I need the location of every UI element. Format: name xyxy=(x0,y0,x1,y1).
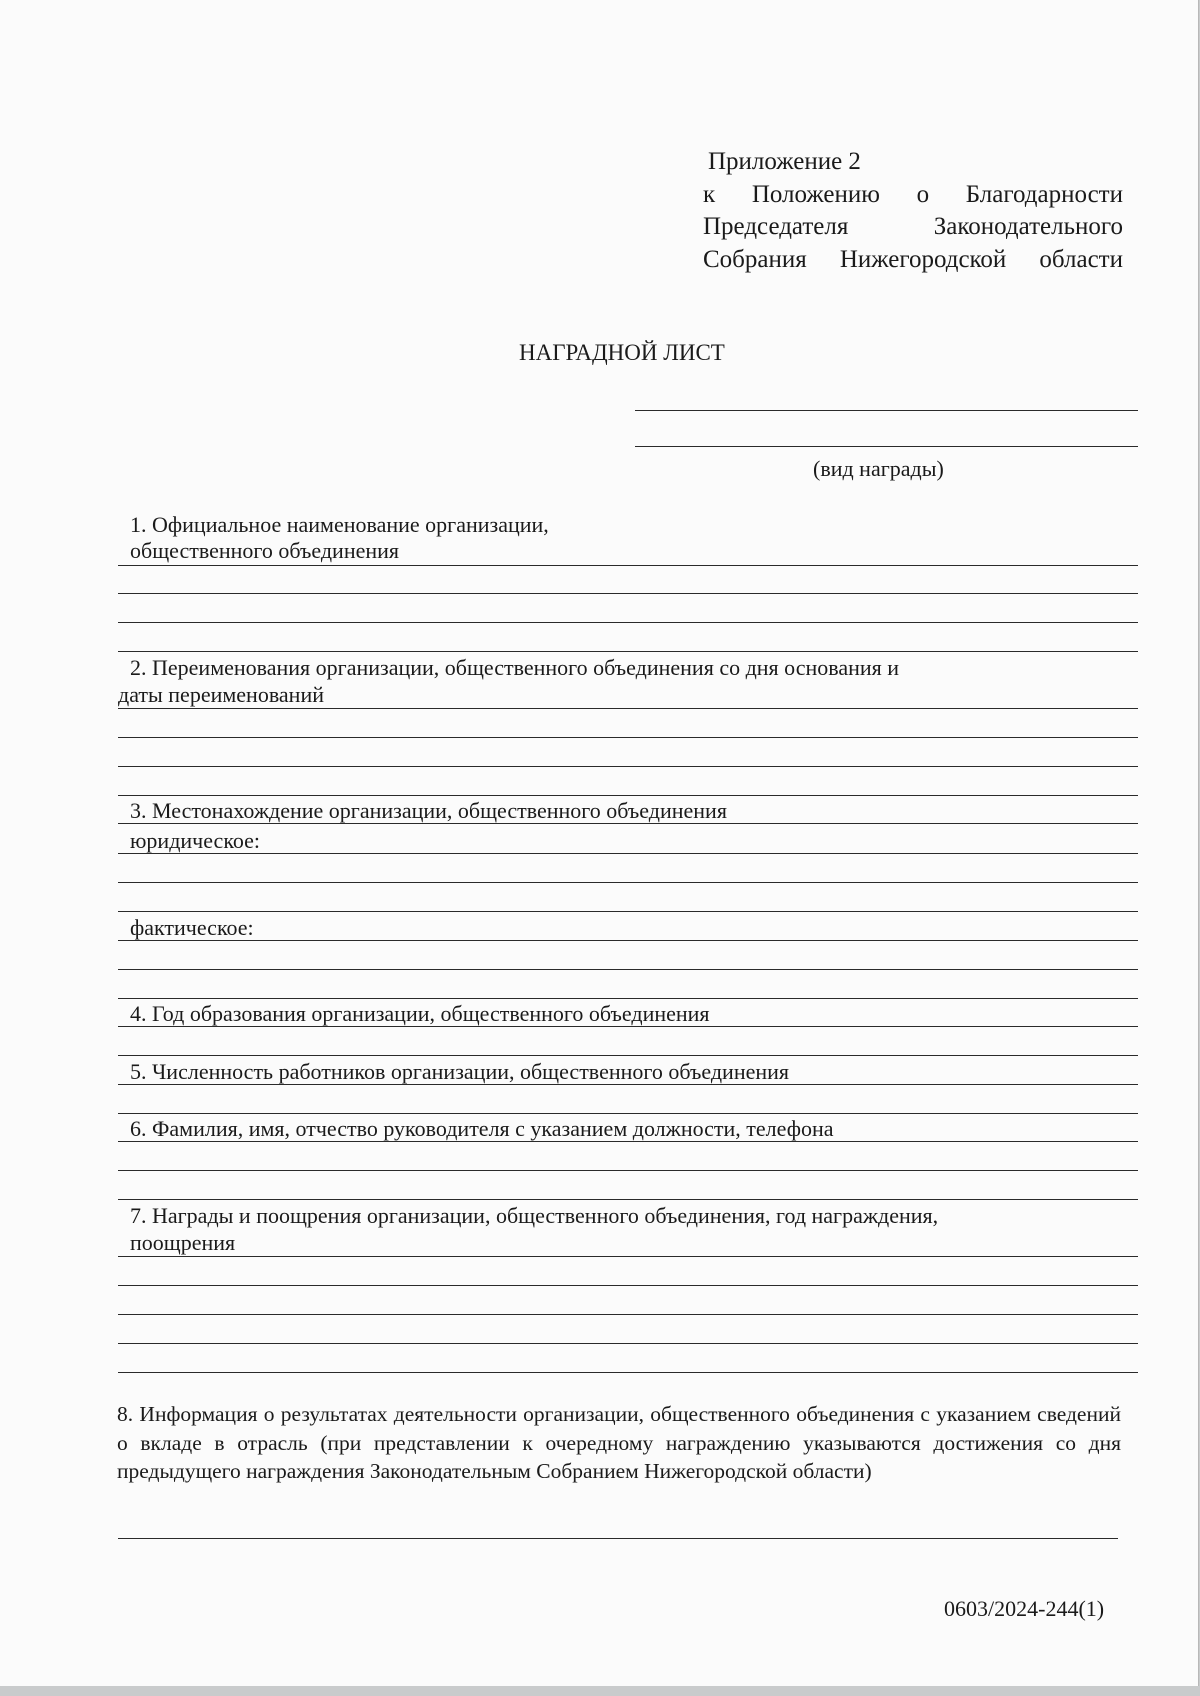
answer-line xyxy=(118,1199,1138,1200)
answer-line xyxy=(118,622,1138,623)
section-2-label: 2. Переименования организации, общественного объединения со дня основания и xyxy=(130,655,900,680)
section-3-actual-label: фактическое: xyxy=(130,915,254,940)
answer-line xyxy=(118,853,1138,854)
answer-line xyxy=(118,766,1138,767)
appendix-line-3: Председателя Законодательного xyxy=(703,213,1123,240)
section-6-label: 6. Фамилия, имя, отчество руководителя с указанием должности, телефона xyxy=(130,1116,834,1141)
answer-line xyxy=(118,708,1138,709)
answer-line xyxy=(118,1285,1138,1286)
answer-line xyxy=(118,795,1138,796)
answer-line xyxy=(118,737,1138,738)
answer-line xyxy=(118,940,1138,941)
answer-line xyxy=(118,1170,1138,1171)
answer-line xyxy=(118,1113,1138,1114)
appendix-header xyxy=(703,146,1123,276)
section-5-label: 5. Численность работников организации, общественного объединения xyxy=(130,1059,790,1084)
section-2-label-cont: даты переименований xyxy=(118,682,325,707)
section-4-label: 4. Год образования организации, общественного объединения xyxy=(130,1001,710,1026)
answer-line xyxy=(118,998,1138,999)
award-type-line-1 xyxy=(635,410,1138,411)
section-3-label: 3. Местонахождение организации, общественного объединения xyxy=(130,798,727,823)
section-7-label-cont: поощрения xyxy=(130,1230,236,1255)
answer-line xyxy=(118,882,1138,883)
answer-line xyxy=(118,823,1138,824)
answer-line xyxy=(118,651,1138,652)
answer-line xyxy=(118,565,1138,566)
section-1-label-cont: общественного объединения xyxy=(130,538,400,563)
appendix-line-2: к Положению о Благодарности xyxy=(703,180,1123,208)
answer-line xyxy=(118,593,1138,594)
answer-line xyxy=(118,1084,1138,1085)
answer-line xyxy=(118,1055,1138,1056)
answer-line xyxy=(118,1343,1138,1344)
appendix-line-4: Собрания Нижегородской области xyxy=(703,245,1123,273)
appendix-line-1: Приложение 2 xyxy=(708,148,861,175)
answer-line xyxy=(118,1141,1138,1142)
award-type-line-2 xyxy=(635,446,1138,447)
answer-line xyxy=(118,1538,1118,1539)
answer-line xyxy=(118,1314,1138,1315)
answer-line xyxy=(118,1026,1138,1027)
section-1-label: 1. Официальное наименование организации, xyxy=(130,512,549,537)
section-7-label: 7. Награды и поощрения организации, общественного объединения, год награждения, xyxy=(130,1203,939,1228)
section-8-text: 8. Информация о результатах деятельности организации, общественного объединения с указанием сведений о вкладе в отрасль (при представлении к очередному награждению указываются достижения со дня предыдущего награждения Законодательным Собранием Нижегородской области) xyxy=(117,1402,1121,1483)
section-3-legal-label: юридическое: xyxy=(130,828,261,853)
answer-line xyxy=(118,1256,1138,1257)
page-title: НАГРАДНОЙ ЛИСТ xyxy=(519,340,725,365)
document-number: 0603/2024-244(1) xyxy=(944,1596,1105,1621)
answer-line xyxy=(118,1372,1138,1373)
answer-line xyxy=(118,969,1138,970)
award-type-caption: (вид награды) xyxy=(813,456,944,481)
answer-line xyxy=(118,911,1138,912)
